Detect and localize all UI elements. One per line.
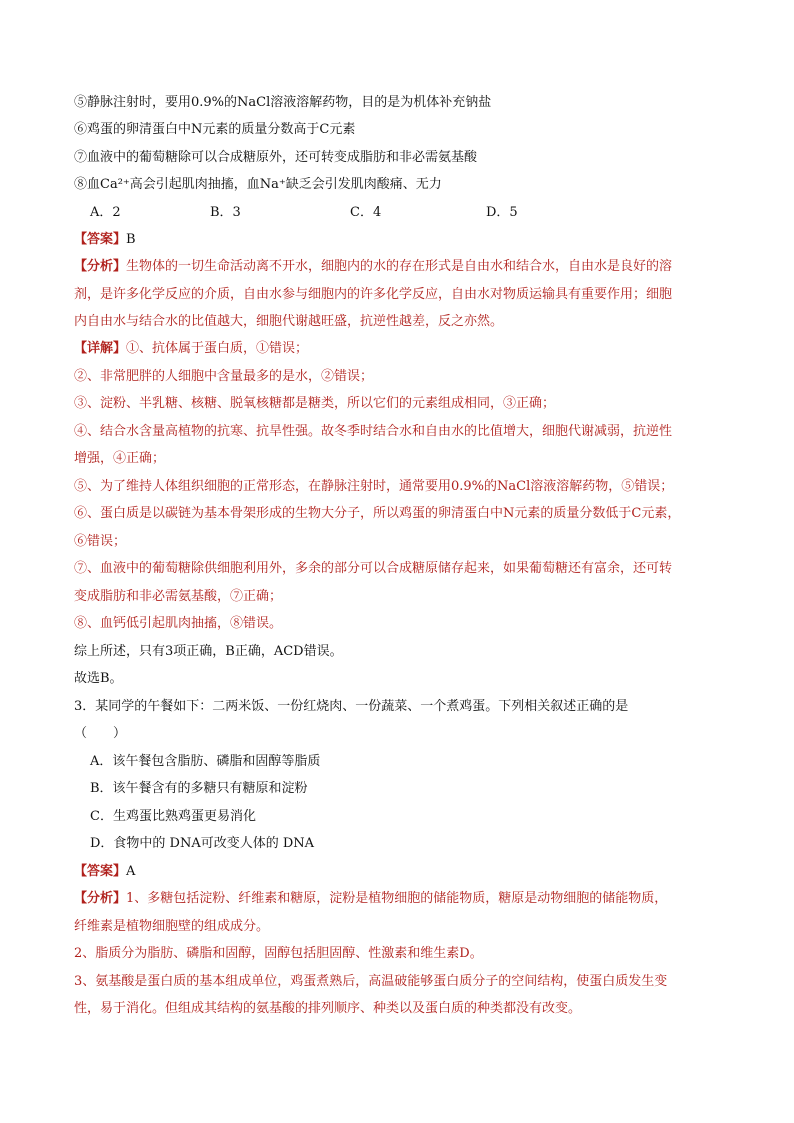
q2-detail-line: ③、淀粉、半乳糖、核糖、脱氧核糖都是糖类，所以它们的元素组成相同，③正确；: [74, 396, 556, 411]
analysis-text: 1、多糖包括淀粉、纤维素和糖原，淀粉是植物细胞的储能物质，糖原是动物细胞的储能物质，: [126, 891, 668, 906]
q2-detail-line: ⑥错误；: [74, 534, 127, 549]
q2-summary: 综上所述，只有3项正确，B正确，ACD错误。: [74, 644, 343, 659]
q2-option-a: A．2: [90, 205, 121, 220]
q2-detail-line: 变成脂肪和非必需氨基酸，⑦正确；: [74, 589, 283, 604]
analysis-text: 生物体的一切生命活动离不开水，细胞内的水的存在形式是自由水和结合水，自由水是良好的溶: [126, 259, 673, 274]
answer-tag: 【答案】: [74, 232, 127, 247]
q2-detail-line: ⑥、蛋白质是以碳链为基本骨架形成的生物大分子，所以鸡蛋的卵清蛋白中N元素的质量分数低于C元素，: [74, 506, 681, 521]
q2-answer: [74, 232, 724, 248]
analysis-tag: 【分析】: [74, 259, 127, 274]
analysis-tag: 【分析】: [74, 891, 127, 906]
q2-option-c: C．4: [350, 205, 382, 220]
answer-value: B: [126, 232, 136, 247]
statement-5: ⑤静脉注射时，要用0.9%的NaCl溶液溶解药物，目的是为机体补充钠盐: [74, 95, 492, 110]
q3-option-a: A．该午餐包含脂肪、磷脂和固醇等脂质: [90, 754, 321, 769]
q2-choice: 故选B。: [74, 671, 123, 686]
statement-6: ⑥鸡蛋的卵清蛋白中N元素的质量分数高于C元素: [74, 122, 356, 137]
q2-detail-line: ⑤、为了维持人体组织细胞的正常形态，在静脉注射时，通常要用0.9%的NaCl溶液溶解药物，⑤错误；: [74, 479, 674, 494]
q3-analysis-line: 性，易于消化。但组成其结构的氨基酸的排列顺序、种类以及蛋白质的种类都没有改变。: [74, 1001, 582, 1016]
q2-analysis: [74, 259, 724, 275]
q3-analysis: [74, 891, 724, 907]
detail-tag: 【详解】: [74, 341, 127, 356]
statement-7: ⑦血液中的葡萄糖除可以合成糖原外，还可转变成脂肪和非必需氨基酸: [74, 150, 478, 165]
statement-8: ⑧血Ca²⁺高会引起肌肉抽搐，血Na⁺缺乏会引发肌肉酸痛、无力: [74, 177, 442, 192]
q2-detail: [74, 341, 724, 357]
q2-detail-line: ⑦、血液中的葡萄糖除供细胞利用外，多余的部分可以合成糖原储存起来，如果葡萄糖还有富余，还可转: [74, 561, 673, 576]
q3-option-c: C．生鸡蛋比熟鸡蛋更易消化: [90, 809, 256, 824]
q3-paren: （ ）: [74, 726, 127, 741]
q3-analysis-line: 2、脂质分为脂肪、磷脂和固醇，固醇包括胆固醇、性激素和维生素D。: [74, 946, 483, 961]
q3-analysis-line: 纤维素是植物细胞壁的组成成分。: [74, 919, 270, 934]
q2-detail-line: ②、非常肥胖的人细胞中含量最多的是水，②错误；: [74, 369, 374, 384]
q2-detail-line: ⑧、血钙低引起肌肉抽搐，⑧错误。: [74, 616, 283, 631]
q2-option-d: D．5: [486, 205, 518, 220]
answer-tag: 【答案】: [74, 864, 127, 879]
q2-detail-line: ④、结合水含量高植物的抗寒、抗旱性强。故冬季时结合水和自由水的比值增大，细胞代谢减弱，抗逆性: [74, 424, 673, 439]
detail-text: ①、抗体属于蛋白质，①错误；: [126, 341, 309, 356]
q3-stem: 3．某同学的午餐如下：二两米饭、一份红烧肉、一份蔬菜、一个煮鸡蛋。下列相关叙述正确的是: [74, 699, 629, 714]
answer-value: A: [126, 864, 136, 879]
q2-options: [74, 205, 724, 221]
q3-analysis-line: 3、氨基酸是蛋白质的基本组成单位，鸡蛋煮熟后，高温破能够蛋白质分子的空间结构，使蛋白质发生变: [74, 974, 668, 989]
q2-detail-line: 增强，④正确；: [74, 451, 166, 466]
q3-option-d: D．食物中的 DNA可改变人体的 DNA: [90, 836, 315, 851]
q3-option-b: B．该午餐含有的多糖只有糖原和淀粉: [90, 781, 308, 796]
q3-answer: [74, 864, 724, 880]
q2-analysis-line: 内自由水与结合水的比值越大，细胞代谢越旺盛，抗逆性越差，反之亦然。: [74, 314, 504, 329]
q2-analysis-line: 剂，是许多化学反应的介质，自由水参与细胞内的许多化学反应，自由水对物质运输具有重要作用；细胞: [74, 287, 673, 302]
q2-option-b: B．3: [210, 205, 241, 220]
